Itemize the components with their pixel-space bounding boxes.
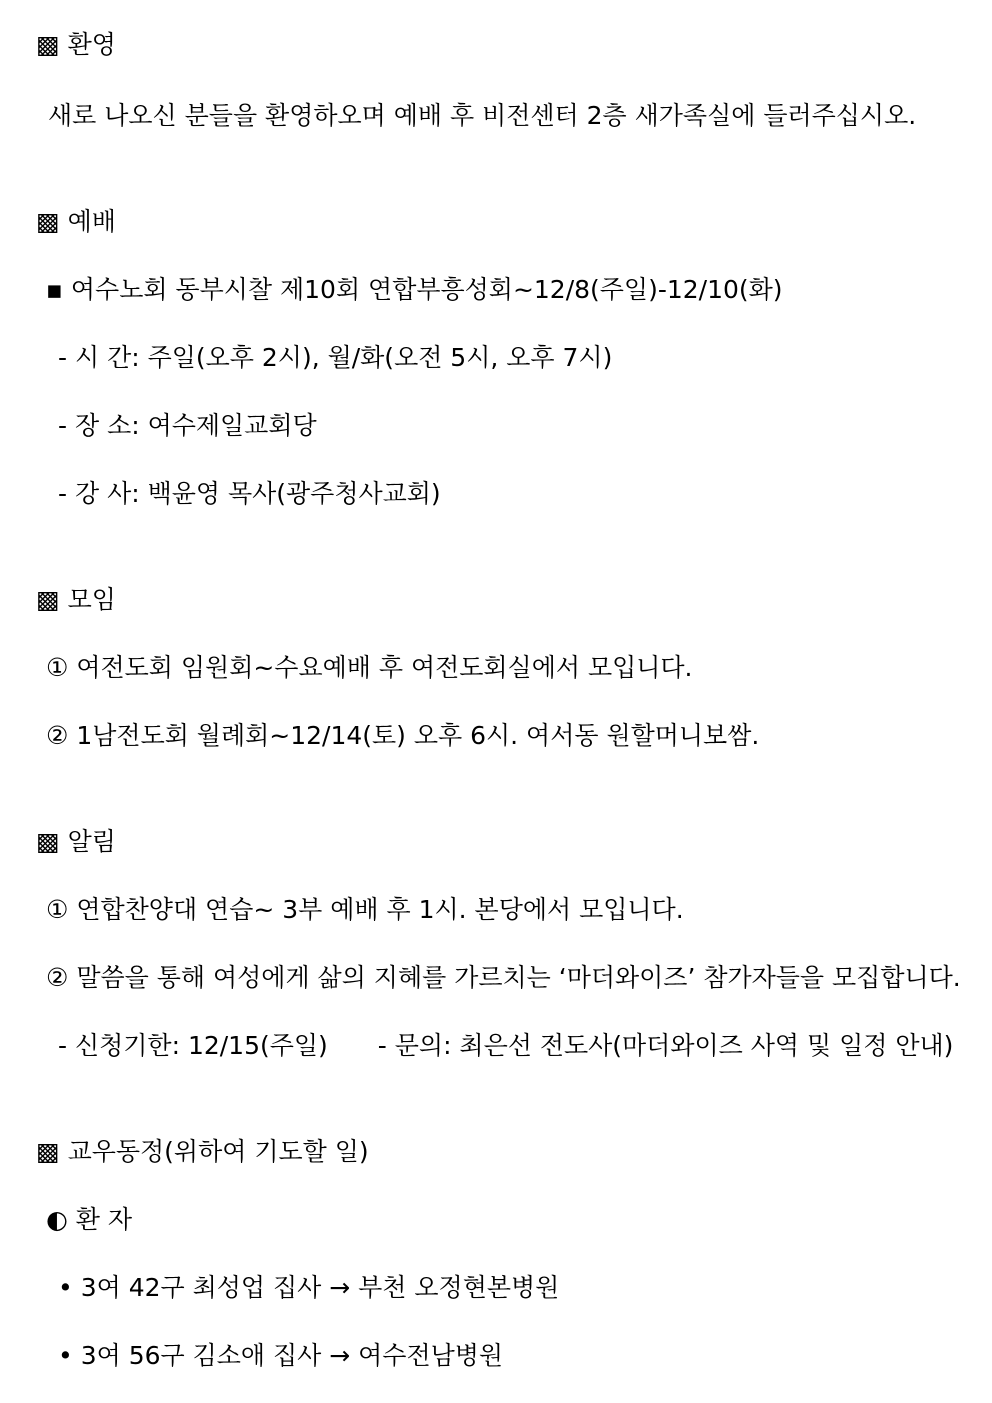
- meeting-item-1: ① 여전도회 임원회~수요예배 후 여전도회실에서 모입니다.: [46, 653, 693, 682]
- welcome-heading: ▩ 환영: [36, 30, 116, 59]
- notice-item-2: ② 말씀을 통해 여성에게 삶의 지혜를 가르치는 ‘마더와이즈’ 참가자들을 모집합니다.: [46, 963, 961, 992]
- patient-item-2: • 3여 56구 김소애 집사 → 여수전남병원: [58, 1341, 504, 1370]
- worship-speaker: - 강 사: 백윤영 목사(광주청사교회): [58, 479, 441, 508]
- notices-heading: ▩ 알림: [36, 827, 116, 856]
- patients-subheading: ◐ 환 자: [46, 1205, 133, 1234]
- patient-item-1: • 3여 42구 최성업 집사 → 부천 오정현본병원: [58, 1273, 560, 1302]
- prayer-heading: ▩ 교우동정(위하여 기도할 일): [36, 1137, 369, 1166]
- meeting-item-2: ② 1남전도회 월례회~12/14(토) 오후 6시. 여서동 원할머니보쌈.: [46, 721, 760, 750]
- welcome-body: 새로 나오신 분들을 환영하오며 예배 후 비전센터 2층 새가족실에 들러주십시오.: [48, 101, 917, 130]
- worship-place: - 장 소: 여수제일교회당: [58, 411, 317, 440]
- meetings-heading: ▩ 모임: [36, 585, 116, 614]
- worship-event: ▪ 여수노회 동부시찰 제10회 연합부흥성회~12/8(주일)-12/10(화): [46, 275, 783, 304]
- notice-deadline-line: [58, 1029, 953, 1063]
- notice-item-1: ① 연합찬양대 연습~ 3부 예배 후 1시. 본당에서 모입니다.: [46, 895, 684, 924]
- notice-inquiry: - 문의: 최은선 전도사(마더와이즈 사역 및 일정 안내): [377, 1031, 954, 1060]
- worship-heading: ▩ 예배: [36, 207, 116, 236]
- worship-time: - 시 간: 주일(오후 2시), 월/화(오전 5시, 오후 7시): [58, 343, 613, 372]
- notice-deadline: - 신청기한: 12/15(주일): [58, 1031, 328, 1060]
